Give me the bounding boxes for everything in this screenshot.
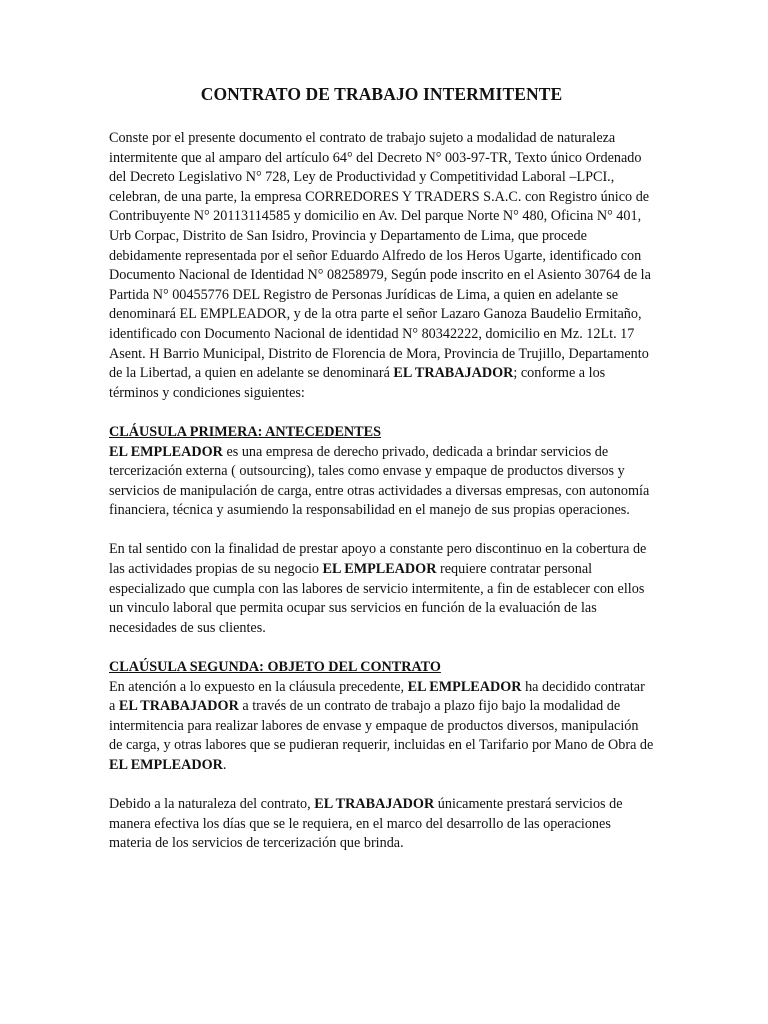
clause1-p2-text-2: requiere contratar personal especializado que cumpla con las labores de servicio intermitente, a fin de establecer con ellos un vinculo laboral que permita ocupar sus servicios en función de la evaluación de las necesidades de sus clientes. (109, 561, 645, 636)
spacer (109, 638, 654, 658)
clause2-p1-text-4: . (222, 757, 227, 773)
clause1-paragraph-1 (109, 443, 654, 521)
spacer (109, 403, 654, 423)
intro-text-2: ; conforme a los términos y condiciones siguientes: (109, 365, 606, 401)
clause1-p2-bold-1: EL EMPLEADOR (322, 561, 437, 578)
clause2-p1-text-1: En atención a lo expuesto en la cláusula precedente, (109, 678, 408, 695)
clause2-p2-bold-1: EL TRABAJADOR (314, 796, 435, 813)
spacer (109, 776, 654, 796)
clause1-paragraph-2 (109, 540, 654, 638)
clause2-heading: CLAÚSULA SEGUNDA: OBJETO DEL CONTRATO (109, 659, 441, 676)
clause2-p2-text-1: Debido a la naturaleza del contrato, (109, 796, 315, 813)
clause1-p1-bold-1: EL EMPLEADOR (109, 443, 223, 460)
clause2-p2-text-2: únicamente prestará servicios de manera efectiva los días que se le requiera, en el marco del desarrollo de las operaciones materia de los servicios de tercerización que brinda. (109, 796, 623, 852)
intro-text-1: Conste por el presente documento el contrato de trabajo sujeto a modalidad de naturaleza intermitente que al amparo del artículo 64° del Decreto N° 003-97-TR, Texto único Ordenado del Decreto Legislativo N° 728, Ley de Productividad y Competitividad Laboral –LPCI., celebran, de una parte, la empresa CORREDORES Y TRADERS S.A.C. con Registro único de Contribuyente N° 20113114585 y domicilio en Av. Del parque Norte N° 480, Oficina N° 401, Urb Corpac, Distrito de San Isidro, Provincia y Departamento de Lima, que procede debidamente representada por el señor Eduardo Alfredo de los Heros Ugarte, identificado con Documento Nacional de Identidad N° 08258979, Según pode inscrito en el Asiento 30764 de la Partida N° 00455776 DEL Registro de Personas Jurídicas de Lima, a quien en adelante se denominará EL EMPLEADOR, y de la otra parte el señor Lazaro Ganoza Baudelio Ermitaño, identificado con Documento Nacional de identidad N° 80342222, domicilio en Mz. 12Lt. 17 Asent. H Barrio Municipal, Distrito de Florencia de Mora, Provincia de Trujillo, Departamento de la Libertad, a quien en adelante se denominará (109, 130, 651, 382)
clause2-p1-bold-1: EL EMPLEADOR (407, 678, 522, 695)
clause2-paragraph-2 (109, 795, 654, 854)
clause1-p1-text-1: es una empresa de derecho privado, dedicada a brindar servicios de tercerización externa ( outsourcing), tales como envase y empaque de productos diversos y servicios de manipulación de carga, entre otras actividades a diversas empresas, con autonomía financiera, técnica y asumiendo la responsabilidad en el manejo de sus propias operaciones. (109, 443, 650, 519)
intro-paragraph (109, 129, 654, 403)
document-title: CONTRATO DE TRABAJO INTERMITENTE (200, 84, 563, 104)
spacer (109, 521, 654, 541)
clause1-heading: CLÁUSULA PRIMERA: ANTECEDENTES (109, 423, 381, 440)
clause1-p2-text-1: En tal sentido con la finalidad de prestar apoyo a constante pero discontinuo en la cobertura de las actividades propias de su negocio (109, 541, 647, 578)
clause2-p1-bold-2: EL TRABAJADOR (118, 698, 239, 715)
intro-bold-trabajador: EL TRABAJADOR (393, 365, 514, 382)
contract-page (109, 84, 654, 854)
clause2-p1-bold-3: EL EMPLEADOR (109, 757, 223, 773)
clause2-paragraph-1 (109, 678, 654, 776)
clause2-p1-text-3: a través de un contrato de trabajo a plazo fijo bajo la modalidad de intermitencia para realizar labores de envase y empaque de productos diversos, manipulación de carga, y otras labores que se pudieran requerir, incluidas en el Tarifario por Mano de Obra de (109, 698, 654, 754)
clause2-p1-text-2: ha decidido contratar a (109, 678, 645, 715)
